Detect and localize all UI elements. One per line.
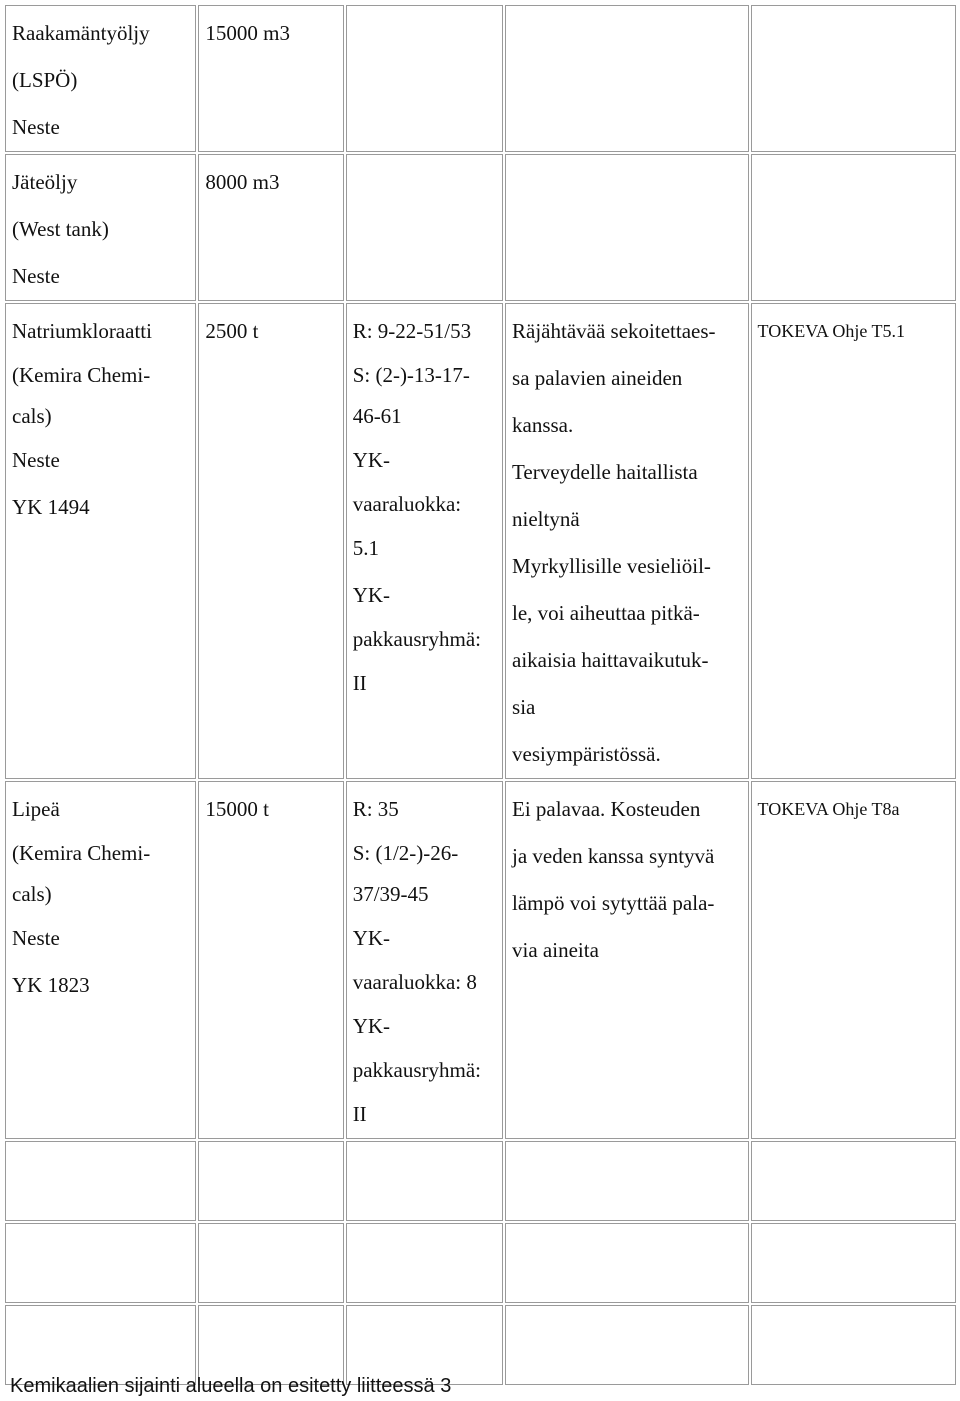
hazard-line: via aineita — [512, 938, 599, 962]
chemical-name: (LSPÖ) — [12, 68, 78, 92]
empty-cell — [751, 1141, 956, 1221]
hazard-line: ja veden kanssa syntyvä — [512, 844, 715, 868]
hazard-line: le, voi aiheuttaa pitkä- — [512, 601, 700, 625]
chemical-name: YK 1494 — [12, 495, 90, 519]
chemical-name: cals) — [12, 882, 52, 906]
empty-cell — [505, 1223, 749, 1303]
classification-cell — [346, 781, 503, 1139]
classification-line: YK- — [352, 926, 391, 950]
empty-cell — [346, 1141, 503, 1221]
classification-line: pakkausryhmä: — [352, 627, 481, 651]
chemical-name: Lipeä — [12, 797, 60, 821]
table-row — [5, 781, 956, 1139]
hazard-line: aikaisia haittavaikutuk- — [512, 648, 709, 672]
chemical-name: Raakamäntyöljy — [12, 21, 150, 45]
empty-cell — [505, 1305, 749, 1385]
chemical-name: Natriumkloraatti — [12, 319, 152, 343]
hazard-line: sa palavien aineiden — [512, 366, 683, 390]
empty-cell — [198, 1223, 343, 1303]
empty-cell — [5, 1141, 196, 1221]
classification-line: 46-61 — [352, 404, 402, 428]
hazard-line: Terveydelle haitallista — [512, 460, 698, 484]
amount-cell — [198, 303, 343, 779]
hazard-cell — [505, 781, 749, 1139]
chemical-name-cell — [5, 154, 196, 301]
amount: 2500 t — [205, 319, 259, 343]
classification-line: YK- — [352, 448, 391, 472]
hazard-line: lämpö voi sytyttää pala- — [512, 891, 715, 915]
table-row — [5, 1223, 956, 1303]
reference-cell — [751, 154, 956, 301]
chemical-name: YK 1823 — [12, 973, 90, 997]
classification-line: vaaraluokka: — [352, 492, 462, 516]
hazard-cell — [505, 154, 749, 301]
amount-cell — [198, 5, 343, 152]
table-row — [5, 1141, 956, 1221]
classification-line: R: 35 — [352, 797, 399, 821]
chemical-name: Neste — [12, 264, 60, 288]
chemical-table — [3, 3, 958, 1387]
hazard-line: nieltynä — [512, 507, 580, 531]
classification-line: R: 9-22-51/53 — [352, 319, 472, 343]
amount-cell — [198, 154, 343, 301]
hazard-line: Myrkyllisille vesieliöil- — [512, 554, 711, 578]
chemical-name: (West tank) — [12, 217, 109, 241]
empty-cell — [751, 1305, 956, 1385]
chemical-name-cell — [5, 5, 196, 152]
hazard-line: kanssa. — [512, 413, 574, 437]
classification-line: YK- — [352, 1014, 391, 1038]
empty-cell — [5, 1223, 196, 1303]
classification-line: 5.1 — [352, 536, 379, 560]
chemical-name-cell — [5, 303, 196, 779]
hazard-line: Ei palavaa. Kosteuden — [512, 797, 701, 821]
classification-line: YK- — [352, 583, 391, 607]
classification-cell — [346, 5, 503, 152]
chemical-name: (Kemira Chemi- — [12, 363, 151, 387]
empty-cell — [346, 1223, 503, 1303]
chemical-name-cell — [5, 781, 196, 1139]
classification-line: vaaraluokka: 8 — [352, 970, 477, 994]
chemical-name: Jäteöljy — [12, 170, 78, 194]
classification-line: II — [352, 1102, 367, 1126]
reference-cell — [751, 5, 956, 152]
classification-line: II — [352, 671, 367, 695]
table-row — [5, 5, 956, 152]
hazard-cell — [505, 303, 749, 779]
classification-line: S: (1/2-)-26- — [352, 841, 459, 865]
classification-cell — [346, 154, 503, 301]
chemical-name: Neste — [12, 926, 60, 950]
table-row — [5, 154, 956, 301]
reference-cell — [751, 781, 956, 1139]
amount: 15000 m3 — [205, 21, 290, 45]
hazard-cell — [505, 5, 749, 152]
hazard-line: vesiympäristössä. — [512, 742, 661, 766]
classification-cell — [346, 303, 503, 779]
hazard-line: Räjähtävää sekoitettaes- — [512, 319, 716, 343]
empty-cell — [505, 1141, 749, 1221]
amount: 8000 m3 — [205, 170, 280, 194]
empty-cell — [751, 1223, 956, 1303]
classification-line: S: (2-)-13-17- — [352, 363, 470, 387]
chemical-name: Neste — [12, 115, 60, 139]
reference: TOKEVA Ohje T8a — [757, 799, 900, 819]
reference-cell — [751, 303, 956, 779]
chemical-name: cals) — [12, 404, 52, 428]
chemical-name: (Kemira Chemi- — [12, 841, 151, 865]
amount: 15000 t — [205, 797, 269, 821]
amount-cell — [198, 781, 343, 1139]
hazard-line: sia — [512, 695, 536, 719]
chemical-name: Neste — [12, 448, 60, 472]
classification-line: pakkausryhmä: — [352, 1058, 481, 1082]
classification-line: 37/39-45 — [352, 882, 429, 906]
reference: TOKEVA Ohje T5.1 — [757, 321, 906, 341]
empty-cell — [198, 1141, 343, 1221]
footer-note: Kemikaalien sijainti alueella on esitetty liitteessä 3 — [10, 1375, 452, 1397]
table-row — [5, 303, 956, 779]
